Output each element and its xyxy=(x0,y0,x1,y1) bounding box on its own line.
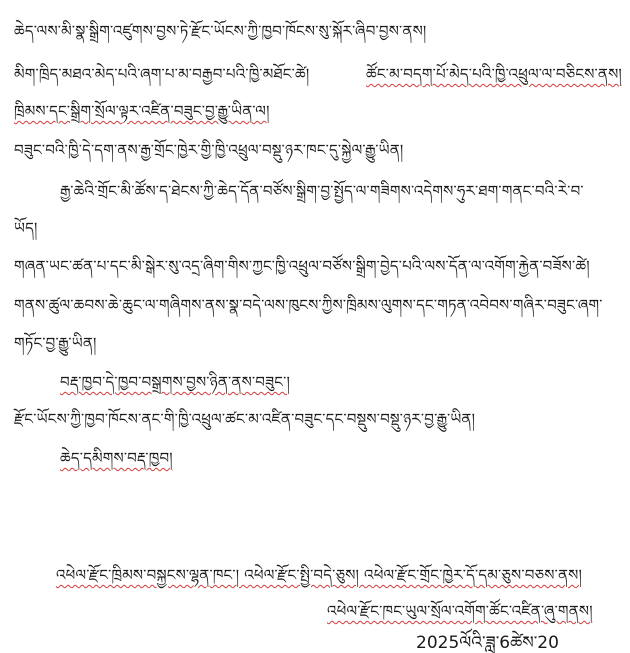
paragraph-2-line-2: ཡོད། xyxy=(14,219,38,237)
paragraph-2-line-1: རྒྱ་ཆེའི་གྲོང་མི་ཚོས་ད་ཐེངས་ཀྱི་ཆེད་དོན་བཙོས་སྒྲིག་བྱ་སྤྱོད་ལ་གཟིགས་འདེགས་ཧུར་ཐག་གནང་བའི་རེ་བ་ xyxy=(60,182,584,200)
paragraph-3-line-3: གཏོང་བྱ་རྒྱུ་ཡིན། xyxy=(14,334,97,352)
body-line-2: མིག་ཁྲིད་མཐའ་མེད་པའི་ཞག་པ་མ་བརྒྱབ་པའི་ཁྱི་མཐོང་ཚེ། xyxy=(14,65,310,83)
issue-date: 2025ལོའི་ཟླ་6ཚེས་20 xyxy=(416,633,559,653)
notice-heading: ཆེད་དམིགས་བརྡ་ཁྱབ། xyxy=(60,449,173,467)
paragraph-4-line-2: རྫོང་ཡོངས་ཀྱི་ཁྱབ་ཁོངས་ནང་གི་ཁྱི་འཕྲུལ་ཚང་མ་འཛིན་བཟུང་དང་བསྡུས་བསྡུ་ཉར་བྱ་རྒྱུ་ཡིན། xyxy=(14,410,476,428)
body-line-3: ཁྲིམས་དང་སྒྲིག་སྲོལ་ལྟར་འཛིན་བཟུང་བྱ་རྒྱུ་ཡིན་ལ། xyxy=(14,102,270,120)
issuing-offices: འཕེལ་རྫོང་ཁྲིམས་བསྐྱངས་ལྷན་ཁང་། འཕེལ་རྫོང་སྤྱི་བདེ་ཅུས། འཕེལ་རྫོང་གྲོང་ཁྱེར་དོ་དམ་ཅུས་བཅས་ནས། xyxy=(56,566,582,584)
body-line-4: བཟུང་བའི་ཁྱི་དེ་དག་ནས་རྒྱ་གྲོང་ཁྱེར་གྱི་ཁྱི་འཕྲུལ་བསྡུ་ཉར་ཁང་དུ་སྐྱེལ་རྒྱུ་ཡིན། xyxy=(14,141,404,159)
body-line-2-continuation: ཚོང་མ་བདག་པོ་མེད་པའི་ཁྱི་འཕྲུལ་ལ་བཅིངས་ནས། xyxy=(366,65,622,83)
paragraph-4-line-1: བརྡ་ཁྱབ་དེ་ཁྱབ་བསྒྲགས་བྱས་ཉིན་ནས་བཟུང་། xyxy=(60,373,291,391)
issuing-office-final: འཕེལ་རྫོང་ཁང་ཡུལ་སྲོལ་འགོག་ཚོང་འཛིན་ཞུ་གནས། xyxy=(327,602,593,620)
body-line-1: ཆེད་ལས་མི་སྣ་སྒྲིག་འཛུགས་བྱས་ཏེ་རྫོང་ཡོངས་ཀྱི་ཁྱབ་ཁོངས་སུ་སྐོར་ཞིབ་བྱས་ནས། xyxy=(14,22,427,40)
paragraph-3-line-2: གནས་ཚུལ་ཆབས་ཆེ་ཆུང་ལ་གཞིགས་ནས་སྣ་བདེ་ལས་ཁུངས་ཀྱིས་ཁྲིམས་ལུགས་དང་གཏན་འབེབས་གཞིར་བཟུང་ཞག་ xyxy=(14,296,603,314)
paragraph-3-line-1: གཞན་ཡང་ཚན་པ་དང་མི་སྒེར་སུ་འདྲ་ཞིག་གིས་ཀྱང་ཁྱི་འཕྲུལ་བཙོས་སྒྲིག་བྱེད་པའི་ལས་དོན་ལ་འགོག་རྐྱེན་བཟོས་ཚེ། xyxy=(14,257,590,275)
